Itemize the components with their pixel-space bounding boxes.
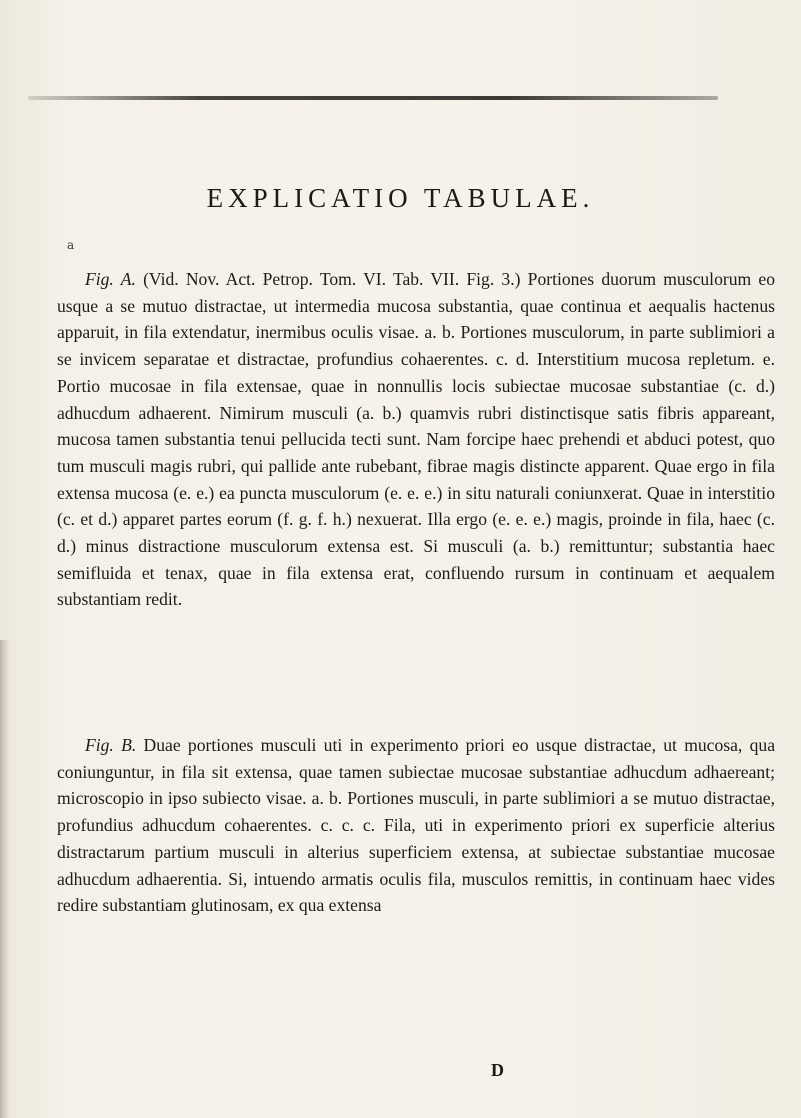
paragraph-fig-a (57, 266, 775, 613)
page-edge-shadow (0, 640, 10, 1118)
fig-b-text: Duae portiones musculi uti in experimento priori eo usque distractae, ut mucosa, qua coniunguntur, in fila sit extensa, quae tamen subiectae mucosae substantiae adhucdum adhaereant; microscopio in ipso subiecto visae. a. b. Portiones musculi, in parte sublimiori a se mutuo distractae, profundius adhucdum cohaerentes. c. c. c. Fila, uti in experimento priori ex superficie alterius distractarum partium musculi in alterius superficiem extensa, at subiectae substantiae mucosae adhucdum adhaerentia. Si, intuendo armatis oculis fila, musculos remittis, in continuam haec vides redire substantiam glutinosam, ex qua extensa (57, 735, 776, 916)
fig-a-text: (Vid. Nov. Act. Petrop. Tom. VI. Tab. VII. Fig. 3.) Portiones duorum musculorum eo usque a se mutuo distractae, ut intermedia mucosa substantia, quae continua et aequalis hactenus apparuit, in fila extendatur, inermibus oculis visae. a. b. Portiones musculorum, in parte sublimiori a se invicem separatae et distractae, profundius cohaerentes. c. d. Interstitium mucosa repletum. e. Portio mucosae in fila extensae, quae in nonnullis locis subiectae mucosae substantiae (c. d.) adhucdum adhaerent. Nimirum musculi (a. b.) quamvis rubri distinctisque satis fibris appareant, mucosa tamen substantia tenui pellucida tecti sunt. Nam forcipe haec prehendi et abduci potest, quo tum musculi magis rubri, qui pallide ante rubebant, fibrae magis distincte apparent. Quae ergo in fila extensa mucosa (e. e.) ea puncta musculorum (e. e. e.) in situ naturali coniunxerat. Quae in interstitio (c. et d.) apparet partes eorum (f. g. f. h.) nexuerat. Illa ergo (e. e. e.) magis, proinde in fila, haec (c. d.) minus distractione musculorum extensa est. Si musculi (a. b.) remittuntur; substantia haec semifluida et tenax, quae in fila extensa erat, confluendo rursum in continuam et aequalem substantiam redit. (57, 269, 776, 610)
stray-mark: a (67, 238, 75, 252)
fig-b-label: Fig. B. (85, 735, 137, 755)
paragraph-fig-b (57, 732, 775, 919)
top-decorative-rule (28, 96, 718, 100)
fig-a-label: Fig. A. (85, 269, 136, 289)
page-heading: EXPLICATIO TABULAE. (206, 183, 595, 213)
signature-mark: D (491, 1060, 504, 1080)
